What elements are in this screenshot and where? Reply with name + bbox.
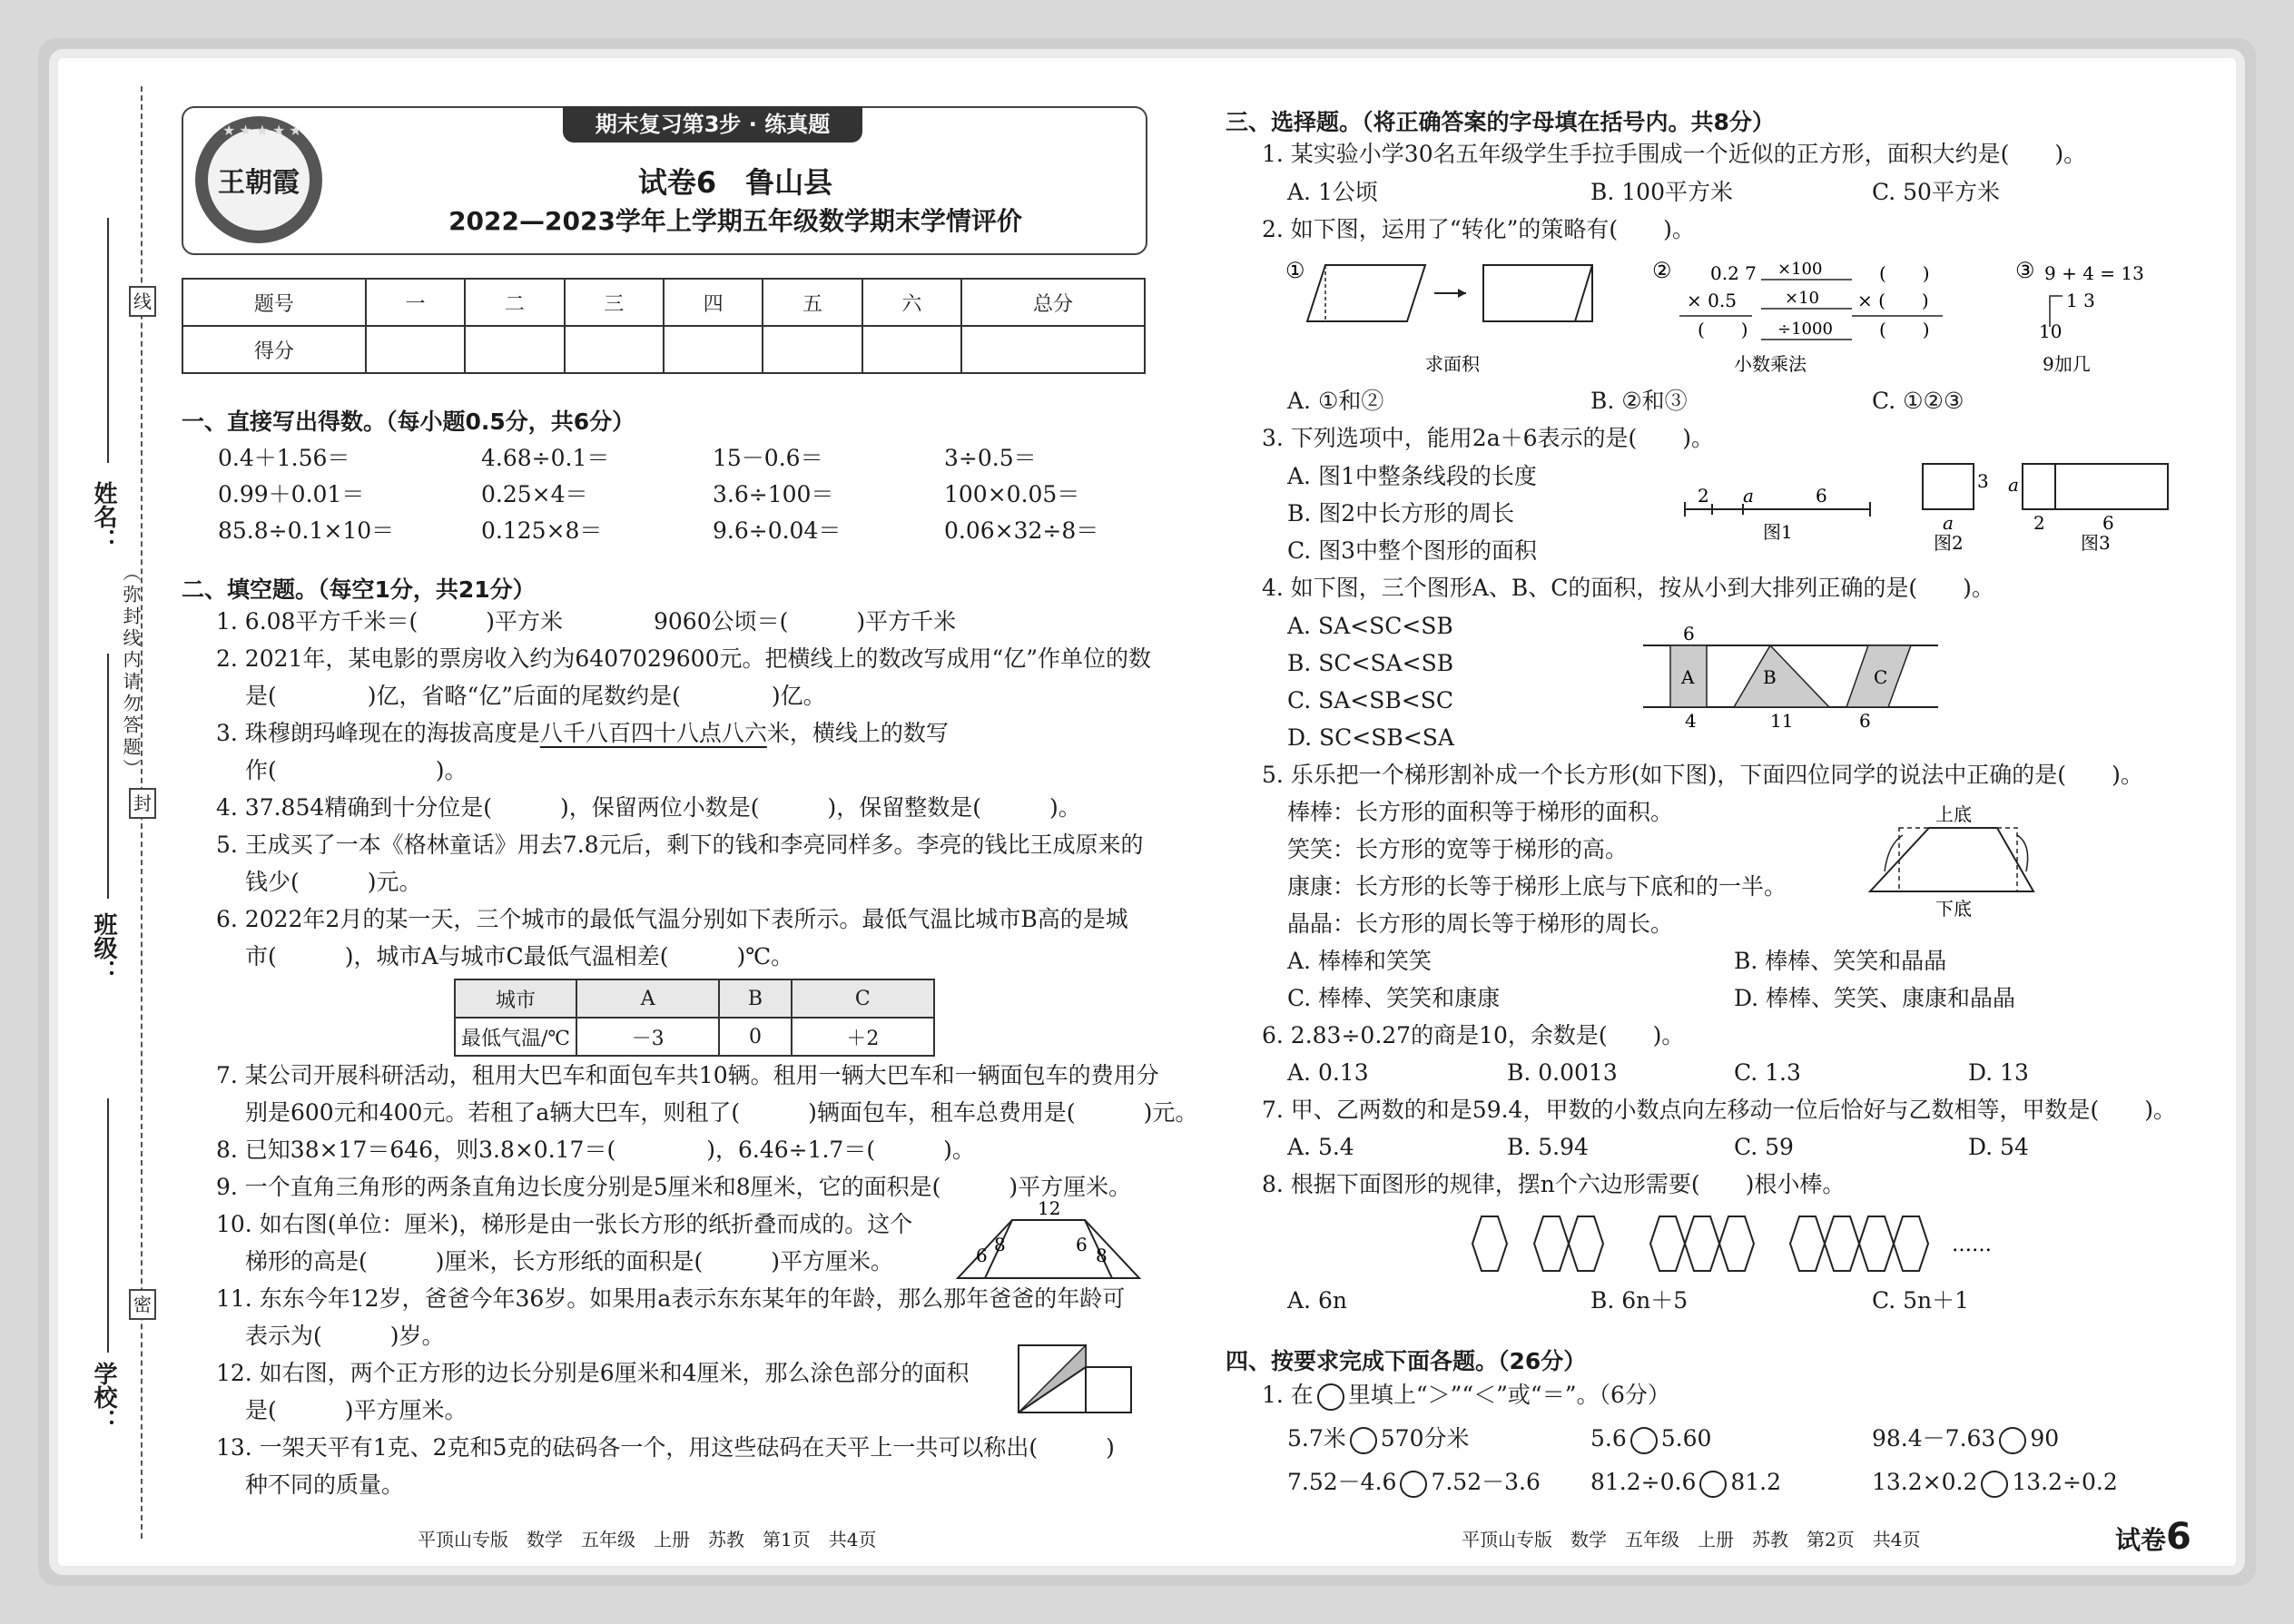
calc-item: 0.4＋1.56＝ bbox=[218, 445, 350, 471]
footer-right: 平顶山专版 数学 五年级 上册 苏教 第2页 共4页 bbox=[1462, 1529, 1921, 1550]
compare-item: 98.4－7.63 90 bbox=[1872, 1425, 2059, 1454]
question-2-9: 9. 一个直角三角形的两条直角边长度分别是5厘米和8厘米，它的面积是( )平方厘米。 bbox=[216, 1174, 1132, 1200]
option[interactable]: C. 50平方米 bbox=[1872, 179, 2000, 205]
score-table bbox=[182, 278, 1146, 374]
option[interactable]: B. SC<SA<SB bbox=[1287, 650, 1454, 676]
question-2-11: 11. 东东今年12岁，爸爸今年36岁。如果用a表示东东某年的年龄，那么那年爸爸的年龄可 bbox=[216, 1285, 1126, 1312]
question-2-13: 13. 一架天平有1克、2克和5克的砝码各一个，用这些砝码在天平上一共可以称出( ) bbox=[216, 1434, 1115, 1461]
svg-text:10: 10 bbox=[2039, 320, 2063, 342]
section-2-title: 二、填空题。（每空1分，共21分） bbox=[182, 576, 536, 603]
svg-text:2: 2 bbox=[2033, 512, 2045, 534]
option[interactable]: B. 5.94 bbox=[1507, 1134, 1589, 1160]
compare-item: 81.2÷0.6 81.2 bbox=[1590, 1469, 1781, 1498]
option[interactable]: B. 100平方米 bbox=[1590, 179, 1733, 205]
calc-item: 100×0.05＝ bbox=[944, 481, 1080, 507]
svg-text:× ( ): × ( ) bbox=[1857, 290, 1929, 311]
score-cell: 二 bbox=[465, 279, 564, 326]
circle-icon bbox=[1317, 1383, 1344, 1411]
seal-warning: （弥封线内请勿答题） bbox=[120, 563, 142, 781]
option[interactable]: A. 6n bbox=[1287, 1287, 1347, 1314]
calc-item: 0.99＋0.01＝ bbox=[218, 481, 365, 507]
option[interactable]: C. SA<SB<SC bbox=[1287, 687, 1453, 714]
svg-text:C: C bbox=[1874, 666, 1888, 688]
option[interactable]: B. 棒棒、笑笑和晶晶 bbox=[1734, 948, 1947, 974]
svg-text:( ): ( ) bbox=[1879, 319, 1930, 340]
logo-badge bbox=[195, 116, 322, 243]
calc-item: 15－0.6＝ bbox=[713, 445, 823, 471]
question-2-4: 4. 37.854精确到十分位是( )，保留两位小数是( )，保留整数是( )。 bbox=[216, 794, 1081, 821]
name-line[interactable] bbox=[107, 218, 109, 463]
paper-tag: 试卷6 bbox=[2115, 1516, 2191, 1558]
exam-subtitle: 2022—2023学年上学期五年级数学期末学情评价 bbox=[448, 206, 1022, 236]
question-2-3 bbox=[216, 720, 949, 747]
dashed-rectangle bbox=[1899, 828, 2017, 891]
q5-statement: 棒棒：长方形的面积等于梯形的面积。 bbox=[1287, 799, 1674, 825]
school-label: 学校： bbox=[90, 1362, 117, 1432]
name-label: 姓名： bbox=[90, 481, 117, 552]
compare-item: 13.2×0.2 13.2÷0.2 bbox=[1872, 1469, 2118, 1498]
section-1-title: 一、直接写出得数。（每小题0.5分，共6分） bbox=[182, 408, 635, 435]
svg-text:B: B bbox=[1763, 666, 1777, 688]
score-cell: 题号 bbox=[182, 279, 366, 326]
calc-item: 85.8÷0.1×10＝ bbox=[218, 517, 395, 544]
compare-circle[interactable] bbox=[1999, 1427, 2026, 1454]
seal-char-1: 线 bbox=[129, 286, 156, 317]
rectangle bbox=[1483, 265, 1592, 321]
question-2-3-cont: 作( )。 bbox=[245, 757, 468, 783]
temp-head: B bbox=[719, 979, 791, 1018]
school-line[interactable] bbox=[107, 1098, 109, 1353]
question-3-5: 5. 乐乐把一个梯形割补成一个长方形(如下图)，下面四位同学的说法中正确的是( )。 bbox=[1262, 762, 2143, 788]
compare-item: 5.6 5.60 bbox=[1590, 1425, 1711, 1454]
question-2-5-cont: 钱少( )元。 bbox=[245, 869, 422, 895]
option[interactable]: A. 图1中整条线段的长度 bbox=[1287, 463, 1537, 489]
score-cell: 总分 bbox=[961, 279, 1145, 326]
figure-num: ② bbox=[1652, 258, 1672, 283]
temp-head: 城市 bbox=[455, 979, 576, 1018]
seal-char-3: 密 bbox=[129, 1289, 156, 1320]
option[interactable]: D. 13 bbox=[1968, 1059, 2029, 1086]
score-input[interactable] bbox=[565, 326, 664, 373]
banner: 期末复习第3步 · 练真题 bbox=[563, 106, 862, 143]
question-2-6: 6. 2022年2月的某一天，三个城市的最低气温分别如下表所示。最低气温比城市B高的是城 bbox=[216, 906, 1128, 932]
svg-text:9 + 4 = 13: 9 + 4 = 13 bbox=[2044, 262, 2144, 284]
option[interactable]: D. 54 bbox=[1968, 1134, 2029, 1160]
question-2-2: 2. 2021年，某电影的票房收入约为6407029600元。把横线上的数改写成用“亿”作单位的数 bbox=[216, 645, 1152, 672]
calc-item: 9.6÷0.04＝ bbox=[713, 517, 842, 544]
svg-text:( ): ( ) bbox=[1879, 262, 1930, 284]
svg-text:a: a bbox=[2008, 474, 2019, 496]
figure-num: ③ bbox=[2015, 258, 2035, 283]
trapezoid bbox=[1870, 828, 2033, 891]
fig-label: 6 bbox=[976, 1245, 988, 1266]
temp-cell: 0 bbox=[719, 1018, 791, 1056]
svg-text:a: a bbox=[1943, 512, 1954, 534]
calc-item: 0.06×32÷8＝ bbox=[944, 517, 1099, 544]
calc-item: 0.125×8＝ bbox=[481, 517, 603, 544]
calc-item: 3.6÷100＝ bbox=[713, 481, 834, 507]
q3-text-end: 米，横线上的数写 bbox=[766, 720, 949, 746]
svg-text:1 3: 1 3 bbox=[2066, 290, 2095, 311]
logo-text: 王朝霞 bbox=[218, 167, 300, 199]
class-label: 班级： bbox=[90, 912, 117, 983]
score-cell: 六 bbox=[862, 279, 961, 326]
strategy-figures bbox=[1280, 252, 2188, 379]
svg-text:4: 4 bbox=[1685, 710, 1697, 731]
score-cell: 三 bbox=[565, 279, 664, 326]
question-2-6-cont: 市( )，城市A与城市C最低气温相差( )℃。 bbox=[245, 943, 794, 969]
figure-label: 求面积 bbox=[1425, 353, 1480, 375]
question-2-10-cont: 梯形的高是( )厘米，长方形纸的面积是( )平方厘米。 bbox=[245, 1248, 894, 1275]
option[interactable]: A. 1公顷 bbox=[1287, 179, 1378, 205]
question-2-2-cont: 是( )亿，省略“亿”后面的尾数约是( )亿。 bbox=[245, 683, 826, 709]
compare-item: 7.52－4.6 7.52－3.6 bbox=[1287, 1469, 1541, 1498]
q5-statement: 笑笑：长方形的宽等于梯形的高。 bbox=[1287, 836, 1629, 862]
score-table-header bbox=[182, 279, 1145, 326]
fig-label: 6 bbox=[1076, 1234, 1088, 1255]
compare-item: 5.7米 570分米 bbox=[1287, 1425, 1469, 1454]
temp-head: C bbox=[792, 979, 934, 1018]
option[interactable]: D. 棒棒、笑笑、康康和晶晶 bbox=[1734, 985, 2016, 1011]
arrow-icon bbox=[1458, 289, 1466, 298]
exam-title: 试卷6 鲁山县 bbox=[637, 165, 833, 200]
score-input[interactable] bbox=[366, 326, 465, 373]
temp-cell: －3 bbox=[576, 1018, 719, 1056]
option[interactable]: B. 6n＋5 bbox=[1590, 1287, 1689, 1314]
question-2-5: 5. 王成买了一本《格林童话》用去7.8元后，剩下的钱和李亮同样多。李亮的钱比王成原来的 bbox=[216, 832, 1144, 858]
option[interactable]: C. 棒棒、笑笑和康康 bbox=[1287, 985, 1501, 1011]
class-line[interactable] bbox=[107, 654, 109, 899]
question-3-6: 6. 2.83÷0.27的商是10，余数是( )。 bbox=[1262, 1022, 1685, 1048]
svg-text:11: 11 bbox=[1770, 710, 1794, 731]
option[interactable]: C. 5n＋1 bbox=[1872, 1287, 1970, 1314]
abc-shapes-figure bbox=[1634, 622, 1961, 731]
score-input[interactable] bbox=[763, 326, 861, 373]
question-3-7: 7. 甲、乙两数的和是59.4，甲数的小数点向左移动一位后恰好与乙数相等，甲数是( )。 bbox=[1262, 1097, 2176, 1123]
calc-item: 0.25×4＝ bbox=[481, 481, 588, 507]
question-3-4: 4. 如下图，三个图形A、B、C的面积，按从小到大排列正确的是( )。 bbox=[1262, 575, 1994, 601]
svg-text:图1: 图1 bbox=[1763, 521, 1793, 543]
option[interactable]: A. SA<SC<SB bbox=[1287, 613, 1453, 639]
folded-trapezoid-figure bbox=[949, 1198, 1148, 1289]
question-2-7: 7. 某公司开展科研活动，租用大巴车和面包车共10辆。租用一辆大巴车和一辆面包车的费用分 bbox=[216, 1062, 1159, 1088]
option[interactable]: C. ①②③ bbox=[1872, 388, 1964, 414]
svg-text:×100: ×100 bbox=[1777, 260, 1823, 279]
temp-cell: 最低气温/℃ bbox=[455, 1018, 576, 1056]
score-cell: 四 bbox=[664, 279, 763, 326]
score-input[interactable] bbox=[961, 326, 1145, 373]
two-squares-figure bbox=[1017, 1343, 1144, 1416]
svg-text:6: 6 bbox=[1816, 485, 1827, 507]
question-2-12: 12. 如右图，两个正方形的边长分别是6厘米和4厘米，那么涂色部分的面积 bbox=[216, 1360, 970, 1386]
svg-text:0.2 7: 0.2 7 bbox=[1710, 262, 1757, 284]
score-input[interactable] bbox=[465, 326, 564, 373]
compare-circle[interactable] bbox=[1400, 1471, 1427, 1498]
svg-text:6: 6 bbox=[2102, 512, 2114, 534]
rectangle bbox=[1923, 464, 1974, 509]
figure-label: 9加几 bbox=[2043, 353, 2091, 375]
svg-text:a: a bbox=[1743, 485, 1754, 507]
svg-text:下底: 下底 bbox=[1935, 898, 1972, 920]
compare-circle[interactable] bbox=[1630, 1427, 1658, 1454]
score-table-row bbox=[182, 326, 1145, 373]
figures-1-2-3 bbox=[1679, 458, 2170, 558]
fig-label: 8 bbox=[1096, 1245, 1108, 1266]
question-2-7-cont: 别是600元和400元。若租了a辆大巴车，则租了( )辆面包车，租车总费用是( )元。 bbox=[245, 1099, 1198, 1126]
score-cell: 五 bbox=[763, 279, 861, 326]
compare-circle[interactable] bbox=[1350, 1427, 1377, 1454]
q3-text: 3. 珠穆朗玛峰现在的海拔高度是 bbox=[216, 720, 540, 746]
trapezoid-to-rectangle-figure bbox=[1861, 799, 2061, 926]
hexagon-pattern-figure bbox=[1471, 1207, 2033, 1280]
svg-text:6: 6 bbox=[1859, 710, 1871, 731]
svg-text:÷1000: ÷1000 bbox=[1777, 320, 1833, 339]
question-2-8: 8. 已知38×17＝646，则3.8×0.17＝( )，6.46÷1.7＝( )。 bbox=[216, 1137, 975, 1163]
option[interactable]: B. 0.0013 bbox=[1507, 1059, 1618, 1086]
q3-underlined-number: 八千八百四十八点八六 bbox=[539, 720, 767, 746]
svg-text:A: A bbox=[1681, 666, 1695, 688]
question-3-8: 8. 根据下面图形的规律，摆n个六边形需要( )根小棒。 bbox=[1262, 1171, 1846, 1197]
option[interactable]: A. 0.13 bbox=[1287, 1059, 1369, 1086]
svg-text:……: …… bbox=[1952, 1234, 1992, 1256]
svg-text:× 0.5: × 0.5 bbox=[1687, 290, 1737, 311]
option[interactable]: C. 1.3 bbox=[1734, 1059, 1801, 1086]
svg-text:3: 3 bbox=[1977, 470, 1989, 492]
score-input[interactable] bbox=[664, 326, 763, 373]
svg-text:2: 2 bbox=[1698, 485, 1709, 507]
calc-item: 3÷0.5＝ bbox=[944, 445, 1037, 471]
svg-text:图3: 图3 bbox=[2081, 532, 2111, 554]
figure-label: 小数乘法 bbox=[1734, 353, 1807, 375]
compare-circle[interactable] bbox=[1699, 1471, 1727, 1498]
shape-b bbox=[1734, 645, 1829, 707]
score-cell: 得分 bbox=[182, 326, 366, 373]
temp-cell: ＋2 bbox=[792, 1018, 934, 1056]
option[interactable]: A. ①和② bbox=[1287, 388, 1384, 414]
fig-label: 12 bbox=[1038, 1198, 1061, 1219]
question-2-10: 10. 如右图(单位：厘米)，梯形是由一张长方形的纸折叠而成的。这个 bbox=[216, 1211, 913, 1237]
section-3-title: 三、选择题。（将正确答案的字母填在括号内。共8分） bbox=[1226, 109, 1775, 135]
option[interactable]: C. 59 bbox=[1734, 1134, 1794, 1160]
svg-text:( ): ( ) bbox=[1698, 319, 1748, 340]
compare-circle[interactable] bbox=[1981, 1471, 2008, 1498]
option[interactable]: A. 5.4 bbox=[1287, 1134, 1354, 1160]
footer-left: 平顶山专版 数学 五年级 上册 苏教 第1页 共4页 bbox=[418, 1529, 877, 1550]
temperature-table bbox=[454, 979, 935, 1057]
calc-item: 4.68÷0.1＝ bbox=[481, 445, 610, 471]
question-2-11-cont: 表示为( )岁。 bbox=[245, 1323, 445, 1349]
temp-head: A bbox=[576, 979, 719, 1018]
question-3-2: 2. 如下图，运用了“转化”的策略有( )。 bbox=[1262, 216, 1695, 242]
fig-label: 8 bbox=[994, 1234, 1006, 1255]
svg-text:×10: ×10 bbox=[1785, 289, 1819, 308]
score-cell: 一 bbox=[366, 279, 465, 326]
seal-char-2: 封 bbox=[129, 788, 156, 819]
option[interactable]: D. SC<SB<SA bbox=[1287, 724, 1454, 751]
score-input[interactable] bbox=[862, 326, 961, 373]
option[interactable]: C. 图3中整个图形的面积 bbox=[1287, 537, 1538, 564]
option[interactable]: B. 图2中长方形的周长 bbox=[1287, 500, 1515, 527]
option[interactable]: B. ②和③ bbox=[1590, 388, 1688, 414]
svg-text:上底: 上底 bbox=[1935, 803, 1972, 825]
option[interactable]: A. 棒棒和笑笑 bbox=[1287, 948, 1432, 974]
shaded-region bbox=[1019, 1345, 1086, 1412]
q5-statement: 康康：长方形的长等于梯形上底与下底和的一半。 bbox=[1287, 873, 1787, 900]
question-4-1: 1. 在 里填上“＞”“＜”或“＝”。（6分） bbox=[1262, 1382, 1670, 1411]
question-3-3: 3. 下列选项中，能用2a＋6表示的是( )。 bbox=[1262, 425, 1715, 451]
question-3-1: 1. 某实验小学30名五年级学生手拉手围成一个近似的正方形，面积大约是( )。 bbox=[1262, 141, 2087, 167]
figure-num: ① bbox=[1285, 258, 1305, 283]
svg-text:6: 6 bbox=[1683, 623, 1695, 645]
star-icon: ★★★★★ bbox=[222, 122, 306, 139]
svg-text:图2: 图2 bbox=[1934, 532, 1964, 554]
question-2-12-cont: 是( )平方厘米。 bbox=[245, 1397, 468, 1423]
question-2-1: 1. 6.08平方千米＝( )平方米 9060公顷＝( )平方千米 bbox=[216, 608, 957, 635]
section-4-title: 四、按要求完成下面各题。（26分） bbox=[1226, 1348, 1587, 1374]
question-2-13-cont: 种不同的质量。 bbox=[245, 1471, 405, 1498]
q5-statement: 晶晶：长方形的周长等于梯形的周长。 bbox=[1287, 910, 1674, 937]
